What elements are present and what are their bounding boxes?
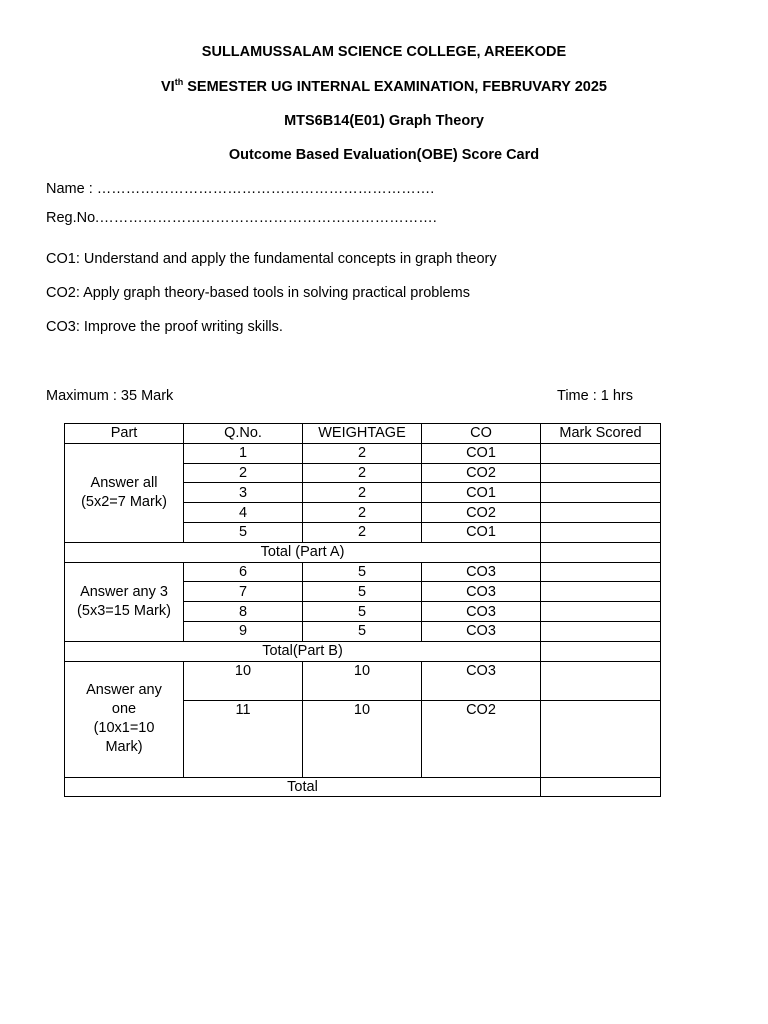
header-co: CO [422, 424, 541, 444]
qno-cell: 1 [184, 443, 303, 463]
exam-title [0, 79, 768, 95]
co-cell: CO3 [422, 621, 541, 641]
co-cell: CO3 [422, 582, 541, 602]
mark-scored-cell[interactable] [541, 503, 661, 523]
exam-title-rest: SEMESTER UG INTERNAL EXAMINATION, FEBRUVARY 2025 [183, 79, 607, 95]
weightage-cell: 2 [303, 443, 422, 463]
header-weightage: WEIGHTAGE [303, 424, 422, 444]
co-cell: CO3 [422, 562, 541, 582]
header-mark-scored: Mark Scored [541, 424, 661, 444]
mark-scored-cell[interactable] [541, 582, 661, 602]
weightage-cell: 10 [303, 701, 422, 778]
grand-total-cell[interactable] [541, 777, 661, 797]
part-c-label: Answer any one (10x1=10 Mark) [65, 661, 184, 777]
course-title: MTS6B14(E01) Graph Theory [284, 113, 484, 129]
header-qno: Q.No. [184, 424, 303, 444]
weightage-cell: 5 [303, 621, 422, 641]
part-b-total-cell[interactable] [541, 641, 661, 661]
table-row [65, 443, 661, 463]
qno-cell: 4 [184, 503, 303, 523]
mark-scored-cell[interactable] [541, 443, 661, 463]
mark-scored-cell[interactable] [541, 602, 661, 622]
regno-field: Reg.No.……………………………………………………………. [46, 210, 437, 226]
score-table [64, 423, 661, 797]
qno-cell: 7 [184, 582, 303, 602]
part-a-label: Answer all (5x2=7 Mark) [65, 443, 184, 542]
part-a-total-label: Total (Part A) [65, 542, 541, 562]
co-cell: CO2 [422, 701, 541, 778]
mark-scored-cell[interactable] [541, 463, 661, 483]
qno-cell: 10 [184, 661, 303, 701]
weightage-cell: 5 [303, 582, 422, 602]
grand-total-row [65, 777, 661, 797]
qno-cell: 5 [184, 522, 303, 542]
weightage-cell: 2 [303, 522, 422, 542]
part-b-total-row [65, 641, 661, 661]
mark-scored-cell[interactable] [541, 562, 661, 582]
mark-scored-cell[interactable] [541, 621, 661, 641]
outcome-co1: CO1: Understand and apply the fundamental concepts in graph theory [46, 251, 497, 267]
weightage-cell: 10 [303, 661, 422, 701]
qno-cell: 9 [184, 621, 303, 641]
exam-title-prefix: VI [161, 79, 175, 95]
college-name: SULLAMUSSALAM SCIENCE COLLEGE, AREEKODE [201, 44, 567, 60]
qno-cell: 11 [184, 701, 303, 778]
exam-time: Time : 1 hrs [557, 388, 634, 404]
mark-scored-cell[interactable] [541, 701, 661, 778]
weightage-cell: 2 [303, 463, 422, 483]
co-cell: CO2 [422, 503, 541, 523]
part-a-total-row [65, 542, 661, 562]
part-b-total-label: Total(Part B) [65, 641, 541, 661]
co-cell: CO3 [422, 661, 541, 701]
part-b-label: Answer any 3 (5x3=15 Mark) [65, 562, 184, 641]
co-cell: CO1 [422, 443, 541, 463]
name-field: Name : ……………………………………………………………. [46, 181, 435, 197]
co-cell: CO1 [422, 483, 541, 503]
weightage-cell: 5 [303, 562, 422, 582]
table-row [65, 562, 661, 582]
qno-cell: 8 [184, 602, 303, 622]
weightage-cell: 5 [303, 602, 422, 622]
table-row [65, 661, 661, 701]
weightage-cell: 2 [303, 503, 422, 523]
score-card-title: Outcome Based Evaluation(OBE) Score Card [228, 147, 540, 163]
table-header-row [65, 424, 661, 444]
maximum-marks: Maximum : 35 Mark [46, 388, 174, 404]
outcome-co2: CO2: Apply graph theory-based tools in solving practical problems [46, 285, 470, 301]
qno-cell: 3 [184, 483, 303, 503]
exam-title-sup: th [174, 77, 184, 88]
outcome-co3: CO3: Improve the proof writing skills. [46, 319, 283, 335]
qno-cell: 2 [184, 463, 303, 483]
grand-total-label: Total [65, 777, 541, 797]
co-cell: CO1 [422, 522, 541, 542]
header-part: Part [65, 424, 184, 444]
co-cell: CO3 [422, 602, 541, 622]
qno-cell: 6 [184, 562, 303, 582]
mark-scored-cell[interactable] [541, 522, 661, 542]
weightage-cell: 2 [303, 483, 422, 503]
mark-scored-cell[interactable] [541, 661, 661, 701]
co-cell: CO2 [422, 463, 541, 483]
mark-scored-cell[interactable] [541, 483, 661, 503]
part-a-total-cell[interactable] [541, 542, 661, 562]
